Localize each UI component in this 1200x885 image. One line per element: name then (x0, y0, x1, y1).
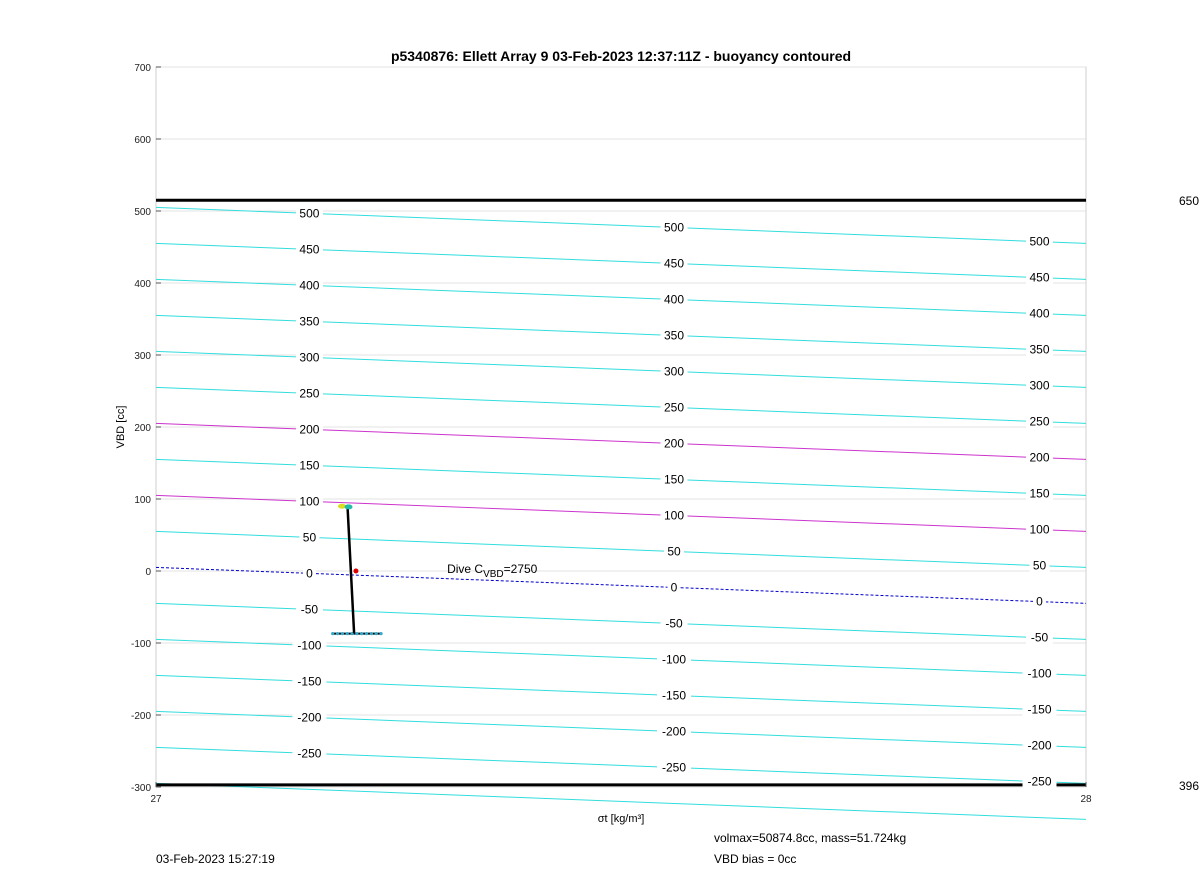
contour-label: 100 (663, 508, 685, 523)
vbd-limit-label: 396 (1178, 778, 1199, 793)
dive-sample-point (360, 632, 363, 635)
x-tick-label: 28 (1080, 794, 1092, 805)
contour-label: 0 (1036, 594, 1043, 609)
contour-label: 400 (663, 292, 685, 307)
volmax-label: volmax=50874.8cc, mass=51.724kg (714, 831, 907, 845)
contour-label: -150 (661, 688, 687, 703)
contour-label: 150 (663, 472, 685, 487)
dive-sample-point (375, 632, 378, 635)
contour-label: 50 (667, 544, 681, 559)
contour-label: 350 (1029, 342, 1050, 357)
contour-label: 450 (1029, 270, 1050, 285)
contour-label: -250 (661, 760, 687, 775)
y-tick-label: 500 (134, 207, 151, 218)
contour-label: -250 (297, 746, 322, 761)
y-tick-label: 700 (134, 63, 151, 74)
contour-label: -50 (300, 602, 319, 617)
contour-label: 200 (1029, 450, 1050, 465)
x-tick-label: 27 (150, 794, 162, 805)
timestamp-label: 03-Feb-2023 15:27:19 (156, 852, 275, 866)
contour-label: -150 (297, 674, 322, 689)
contour-label: 300 (1029, 378, 1050, 393)
chart-title: p5340876: Ellett Array 9 03-Feb-2023 12:37:11Z - buoyancy contoured (390, 48, 852, 64)
y-tick-label: 100 (134, 495, 151, 506)
contour-label: -50 (1030, 630, 1049, 645)
contour-label: 100 (1029, 522, 1050, 537)
dive-sample-point (346, 632, 349, 635)
dive-sample-point (379, 632, 382, 635)
surface-point (345, 504, 353, 509)
vbd-limit-label: 650 (1178, 194, 1199, 209)
y-tick-label: 300 (134, 351, 151, 362)
y-tick-label: -200 (130, 711, 151, 722)
dive-sample-point (355, 632, 358, 635)
contour-label: -200 (661, 724, 687, 739)
contour-label: 400 (299, 278, 320, 293)
y-tick-label: 600 (134, 135, 151, 146)
dive-sample-point (331, 632, 334, 635)
y-tick-label: 400 (134, 279, 151, 290)
dive-sample-point (370, 632, 373, 635)
contour-label: 100 (299, 494, 320, 509)
contour-label: 200 (299, 422, 320, 437)
neutral-crossing-marker (353, 569, 358, 574)
contour-label: 500 (299, 206, 320, 221)
contour-label: 400 (1029, 306, 1050, 321)
contour-label: -200 (297, 710, 322, 725)
dive-sample-point (341, 632, 344, 635)
y-axis-label: VBD [cc] (115, 405, 127, 449)
contour-label: 200 (663, 436, 685, 451)
contour-label: 0 (670, 580, 678, 595)
contour-label: 300 (299, 350, 320, 365)
contour-label: -250 (1027, 774, 1052, 789)
contour-label: 50 (302, 530, 317, 545)
y-tick-label: -100 (130, 639, 151, 650)
contour-label: 150 (299, 458, 320, 473)
contour-label: 250 (299, 386, 320, 401)
contour-label: 0 (306, 566, 313, 581)
y-tick-label: 200 (134, 423, 151, 434)
contour-label: 250 (663, 400, 685, 415)
contour-label: -50 (665, 616, 683, 631)
contour-label: 250 (1029, 414, 1050, 429)
vbd-bias-label: VBD bias = 0cc (714, 852, 797, 866)
contour-label: 500 (663, 220, 685, 235)
contour-label: 150 (1029, 486, 1050, 501)
dive-sample-point (365, 632, 368, 635)
contour-label: 350 (299, 314, 320, 329)
y-tick-label: 0 (145, 567, 151, 578)
y-tick-label: -300 (130, 783, 151, 794)
contour-label: -100 (661, 652, 687, 667)
contour-label: 500 (1029, 234, 1050, 249)
contour-label: 450 (663, 256, 685, 271)
contour-label: 450 (299, 242, 320, 257)
x-axis-label: σt [kg/m³] (597, 813, 645, 825)
contour-label: 350 (663, 328, 685, 343)
contour-label: -200 (1027, 738, 1052, 753)
contour-label: -150 (1027, 702, 1052, 717)
contour-label: -100 (1027, 666, 1052, 681)
dive-cvbd-annotation: Dive $C_{VBD}=2750$ (447, 561, 538, 580)
contour-label: -100 (297, 638, 322, 653)
contour-label: 300 (663, 364, 685, 379)
contour-label: 50 (1032, 558, 1047, 573)
dive-sample-point (336, 632, 339, 635)
